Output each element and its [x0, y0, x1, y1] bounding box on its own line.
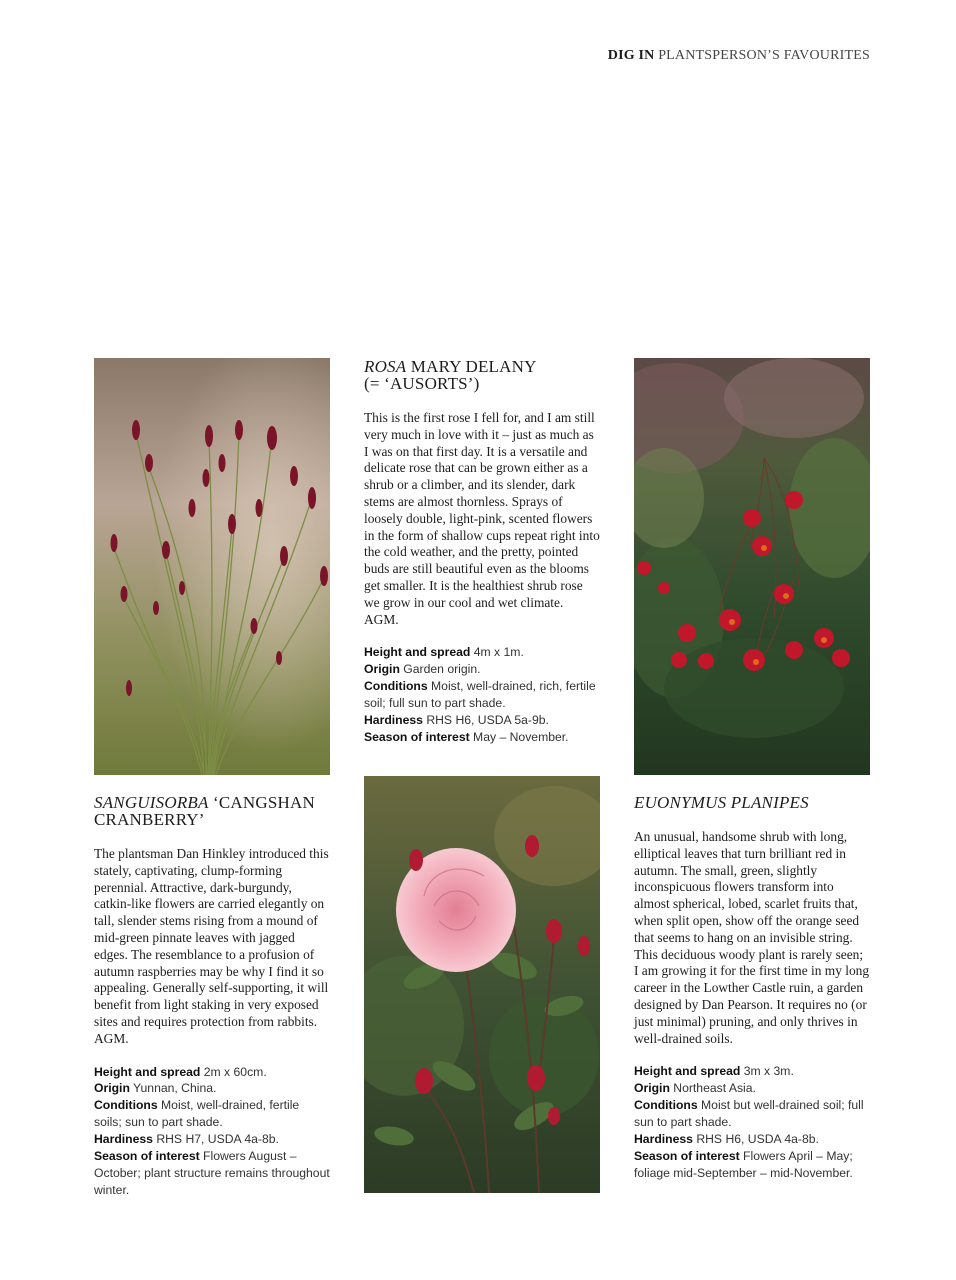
header-topic: PLANTSPERSON’S FAVOURITES [658, 48, 870, 63]
rosa-spec-origin: Origin Garden origin. [364, 662, 481, 677]
euonymus-spec-height: Height and spread 3m x 3m. [634, 1064, 794, 1079]
euonymus-entry [634, 794, 870, 1182]
rosa-spec-conditions: Conditions Moist, well-drained, rich, fertile soil; full sun to part shade. [364, 679, 596, 711]
rosa-specs [364, 644, 600, 745]
sanguisorba-spec-height: Height and spread 2m x 60cm. [94, 1064, 267, 1079]
sanguisorba-photo [94, 358, 330, 775]
euonymus-spec-hardiness: Hardiness RHS H6, USDA 4a-8b. [634, 1131, 819, 1146]
rosa-entry [364, 358, 600, 746]
rosa-description: This is the first rose I fell for, and I am still very much in love with it – just as much as I was on that first day. It is a versatile and delicate rose that can be grown either as a shrub or a climber, and its slender, dark stems are almost thornless. Sprays of loosely double, light-pink, scented flowers in the form of shallow cups repeat right into the cold weather, and the pretty, pointed buds are still beautiful even as the blooms get smaller. It is the healthiest shrub rose we grow in our cool and wet climate. AGM. [364, 410, 600, 627]
rosa-spec-season: Season of interest May – November. [364, 729, 569, 744]
sanguisorba-spec-hardiness: Hardiness RHS H7, USDA 4a-8b. [94, 1132, 279, 1147]
rosa-title-genus: ROSA [364, 357, 407, 376]
sanguisorba-spec-conditions: Conditions Moist, well-drained, fertile soils; sun to part shade. [94, 1098, 300, 1130]
sanguisorba-title-cultivar: ‘CANGSHAN [208, 793, 315, 812]
euonymus-spec-conditions: Conditions Moist but well-drained soil; full sun to part shade. [634, 1098, 864, 1130]
sanguisorba-spec-origin: Origin Yunnan, China. [94, 1081, 217, 1096]
euonymus-specs [634, 1063, 870, 1181]
sanguisorba-spec-season: Season of interest Flowers August – October; plant structure remains throughout winter. [94, 1149, 330, 1197]
euonymus-title: EUONYMUS PLANIPES [634, 793, 809, 812]
euonymus-description: An unusual, handsome shrub with long, elliptical leaves that turn brilliant red in autumn. The small, green, slightly inconspicuous flowers transform into almost spherical, lobed, scarlet fruits that, when split open, show off the orange seed that seems to hang on an invisible string. This deciduous woody plant is rarely seen; I am growing it for the first time in my long career in the Lowther Castle ruin, a garden designed by Dan Pearson. It requires no (or just minimal) pruning, and only thrives in well-drained soils. [634, 829, 870, 1046]
sanguisorba-specs [94, 1064, 330, 1199]
sanguisorba-title [94, 794, 330, 828]
euonymus-photo [634, 358, 870, 775]
sanguisorba-entry [94, 794, 330, 1199]
sanguisorba-description: The plantsman Dan Hinkley introduced this stately, captivating, clump-forming perennial. Attractive, dark-burgundy, catkin-like flowers are carried elegantly on tall, slender stems rising from a mound of mid-green pinnate leaves with jagged edges. The resemblance to a profusion of autumn raspberries may be why I find it so appealing. Generally self-supporting, it will benefit from light staking in very exposed sites and requires protection from rabbits. AGM. [94, 846, 329, 1046]
euonymus-spec-origin: Origin Northeast Asia. [634, 1081, 756, 1096]
rosa-title [364, 358, 600, 392]
rosa-spec-height: Height and spread 4m x 1m. [364, 645, 524, 660]
rosa-title-cultivar: MARY DELANY [406, 357, 537, 376]
rosa-title-synonym: (= ‘AUSORTS’) [364, 374, 480, 393]
euonymus-spec-season: Season of interest Flowers April – May; foliage mid-September – mid-November. [634, 1148, 853, 1180]
rosa-spec-hardiness: Hardiness RHS H6, USDA 5a-9b. [364, 712, 549, 727]
running-header [608, 48, 870, 64]
rosa-photo [364, 776, 600, 1193]
header-section: DIG IN [607, 48, 655, 63]
sanguisorba-title-genus: SANGUISORBA [94, 793, 209, 812]
sanguisorba-title-line2: CRANBERRY’ [94, 810, 205, 829]
